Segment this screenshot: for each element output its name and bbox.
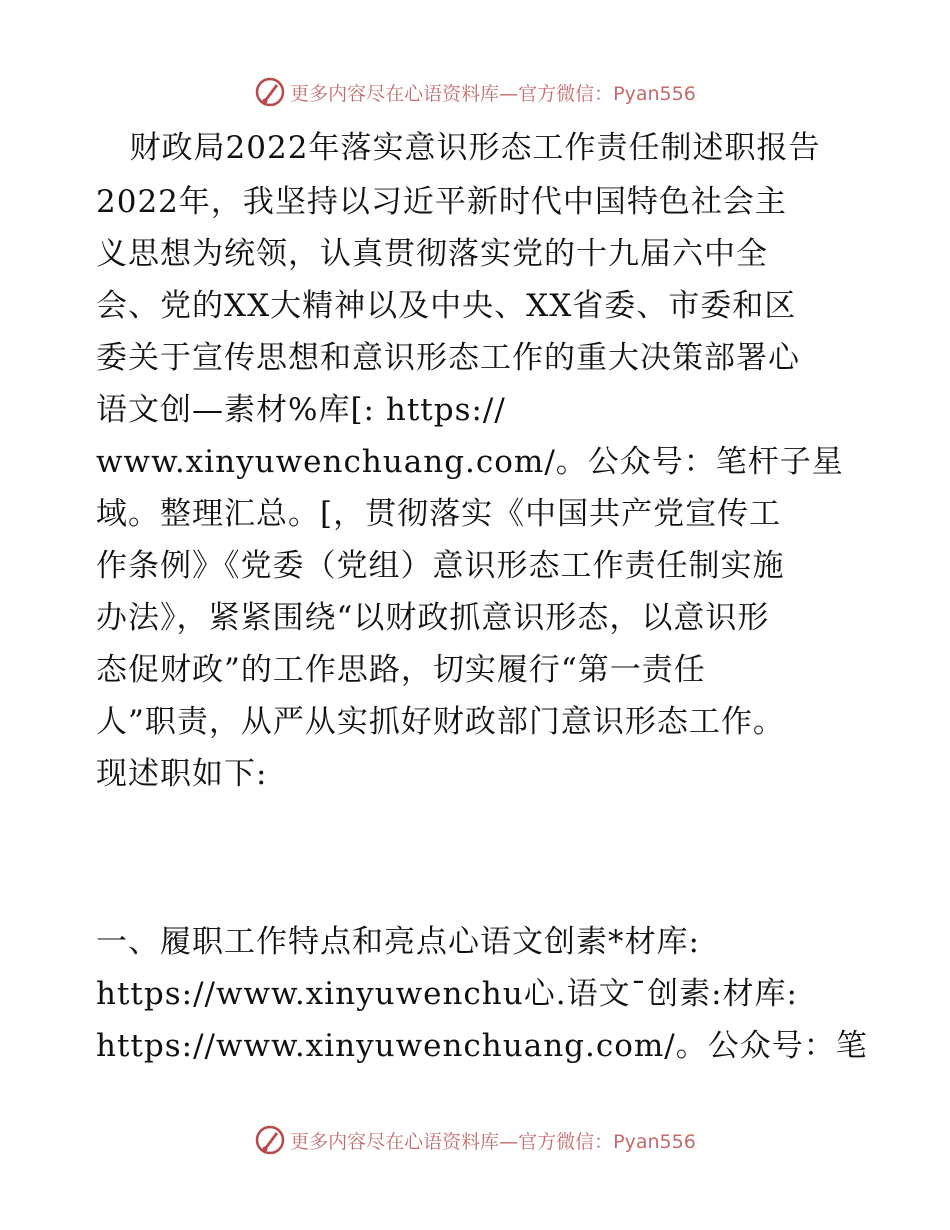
brush-logo-icon	[254, 1124, 286, 1156]
text-line: 会、党的XX大精神以及中央、XX省委、市委和区	[96, 288, 797, 324]
section-heading-line: 一、履职工作特点和亮点心语文创素*材库:	[96, 924, 700, 960]
text-line: 义思想为统领，认真贯彻落实党的十九届六中全	[96, 236, 768, 272]
document-title: 财政局2022年落实意识形态工作责任制述职报告	[129, 130, 821, 166]
text-line: 域。整理汇总。[，贯彻落实《中国共产党宣传工	[96, 496, 782, 532]
text-line: 作条例》《党委（党组）意识形态工作责任制实施	[96, 548, 785, 584]
text-line: 办法》，紧紧围绕“以财政抓意识形态，以意识形	[96, 600, 770, 636]
watermark-text: 更多内容尽在心语资料库—官方微信：Pyan556	[290, 82, 696, 105]
text-line: 语文创—素材%库[: https://	[96, 392, 506, 428]
brush-logo-icon	[254, 76, 286, 108]
intro-paragraph	[96, 176, 856, 800]
watermark-text: 更多内容尽在心语资料库—官方微信：Pyan556	[290, 1130, 696, 1153]
text-line: 态促财政”的工作思路，切实履行“第一责任	[96, 652, 706, 688]
text-line: 2022年，我坚持以习近平新时代中国特色社会主	[96, 184, 787, 220]
text-line: 委关于宣传思想和意识形态工作的重大决策部署心	[96, 340, 800, 376]
header-watermark	[0, 72, 950, 112]
text-line: www.xinyuwenchuang.com/。公众号：笔杆子星	[96, 444, 844, 480]
text-line: 人”职责，从严从实抓好财政部门意识形态工作。	[96, 704, 785, 740]
text-line: https://www.xinyuwenchuang.com/。公众号：笔	[96, 1028, 868, 1064]
text-line: https://www.xinyuwenchu心.语文¯创素:材库:	[96, 976, 798, 1012]
footer-watermark	[0, 1120, 950, 1160]
section-one-paragraph	[96, 916, 868, 1072]
text-line: 现述职如下:	[96, 756, 268, 792]
